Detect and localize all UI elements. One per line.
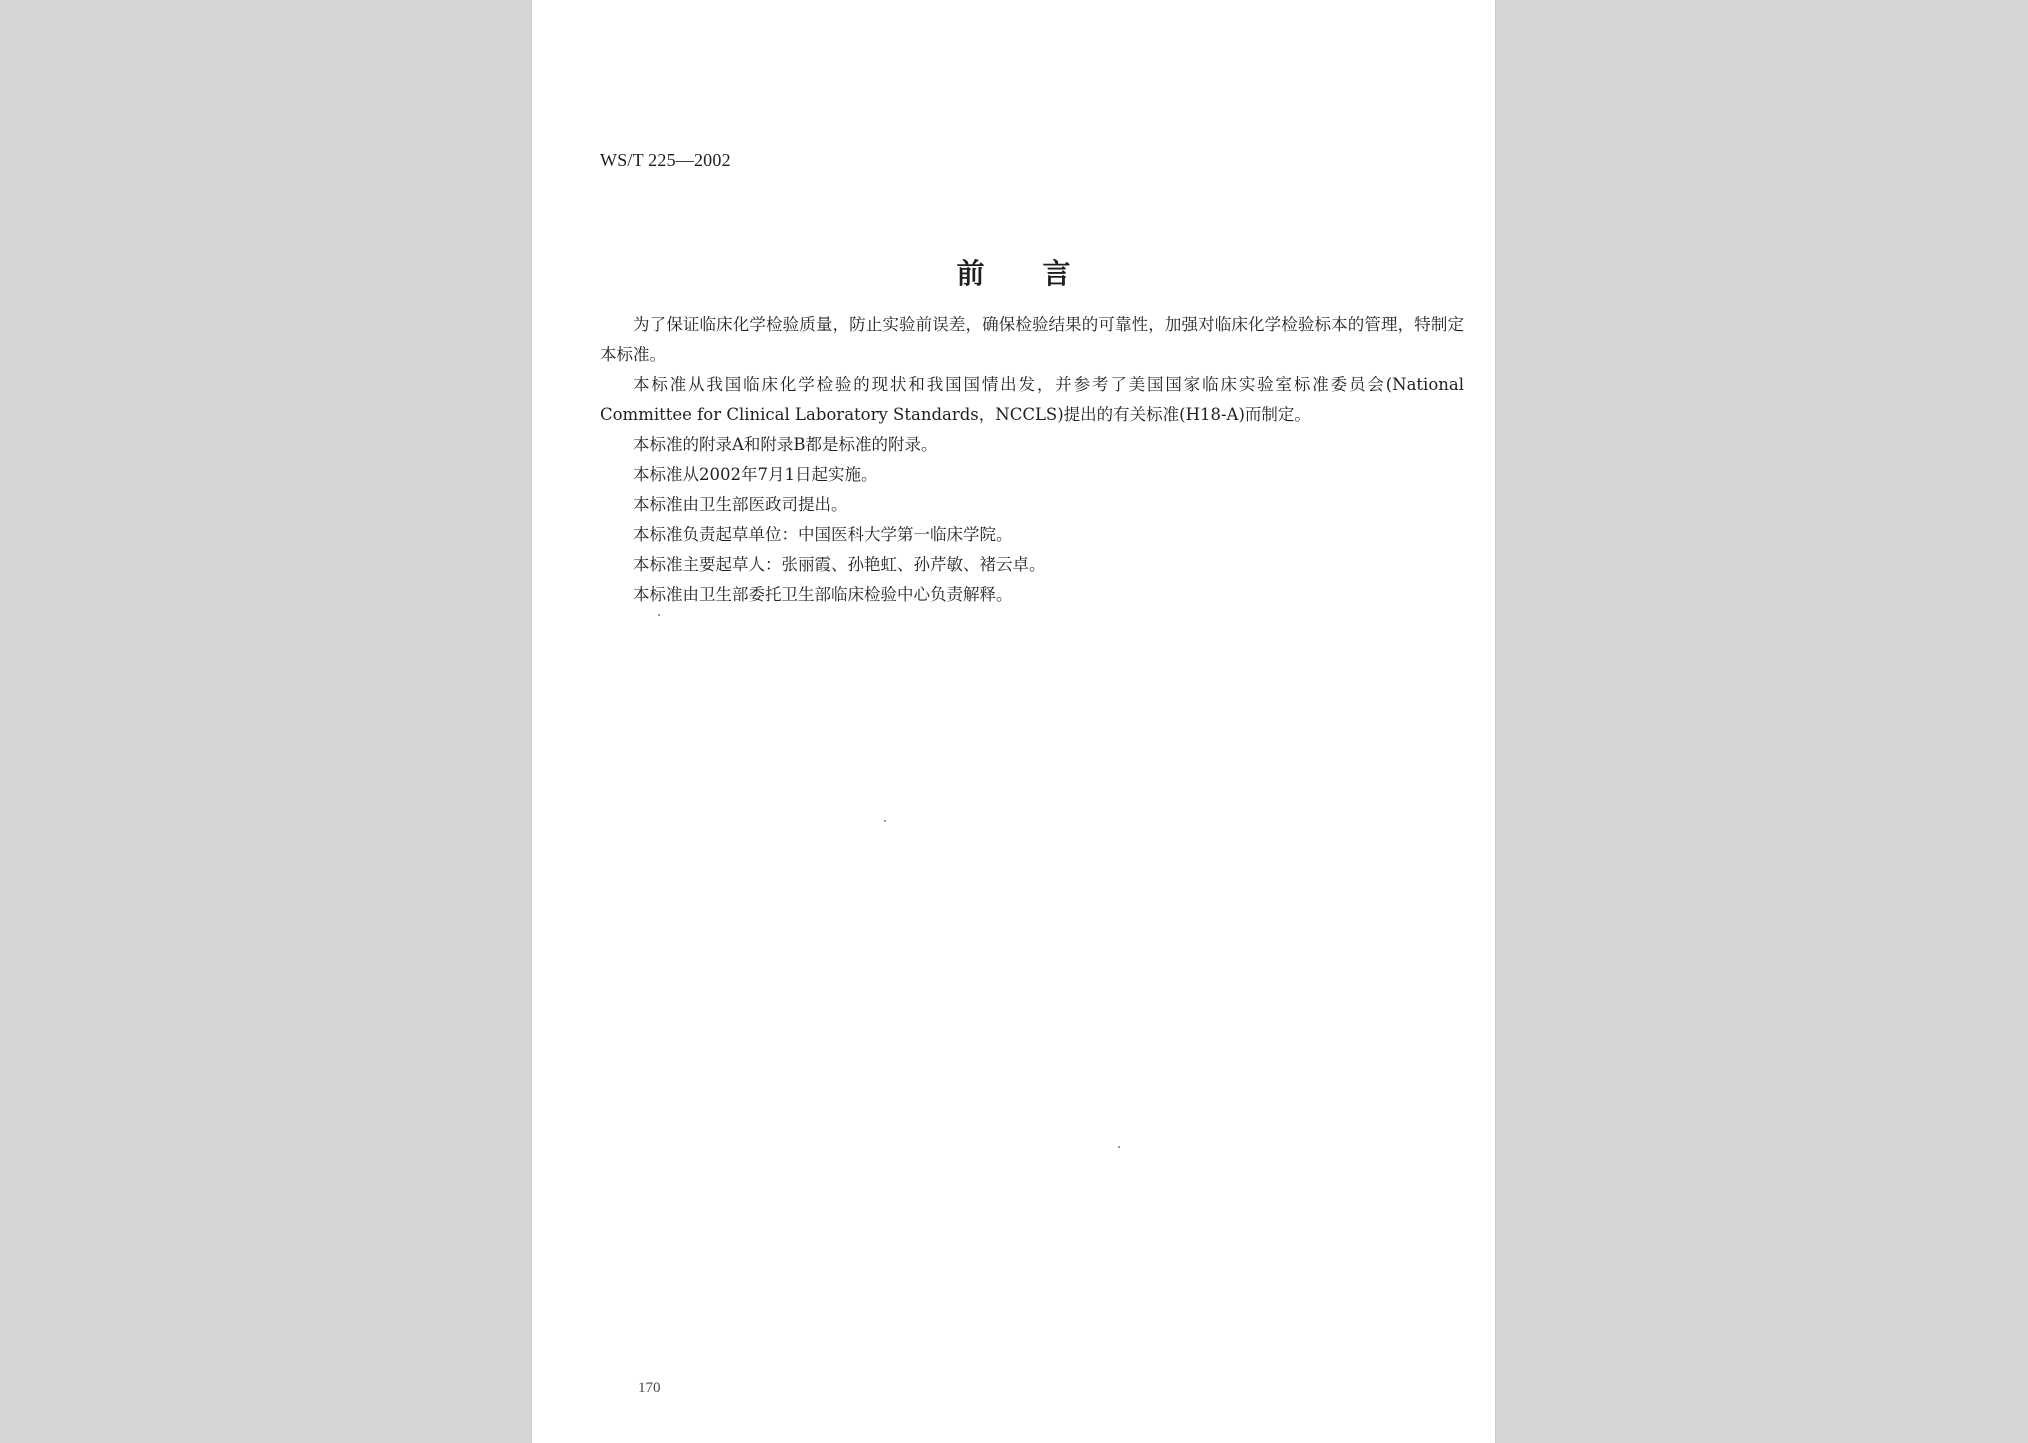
paragraph-effective-date: 本标准从2002年7月1日起实施。: [633, 465, 878, 484]
paragraph-appendix: 本标准的附录A和附录B都是标准的附录。: [633, 435, 938, 454]
paragraph-proposer: 本标准由卫生部医政司提出。: [633, 495, 848, 514]
page-title: 前言: [956, 257, 1129, 290]
standard-code: WS/T 225—2002: [600, 150, 731, 170]
foreword-body: [600, 310, 1464, 610]
paragraph-purpose: 为了保证临床化学检验质量，防止实验前误差，确保检验结果的可靠性，加强对临床化学检验标本的管理，特制定本标准。: [600, 315, 1464, 364]
paragraph-drafting-unit: 本标准负责起草单位：中国医科大学第一临床学院。: [633, 525, 1013, 544]
document-page: [532, 0, 1495, 1443]
scan-speck: [1118, 1146, 1120, 1148]
paragraph-interpretation: 本标准由卫生部委托卫生部临床检验中心负责解释。: [633, 585, 1013, 604]
paragraph-drafters: 本标准主要起草人：张丽霞、孙艳虹、孙芹敏、褚云卓。: [633, 555, 1046, 574]
scan-speck: [658, 614, 660, 616]
page-number: 170: [638, 1380, 661, 1396]
paragraph-basis: 本标准从我国临床化学检验的现状和我国国情出发，并参考了美国国家临床实验室标准委员会(National Committee for Clinical Laboratory Standards，NCCLS)提出的有关标准(H18-A)而制定。: [600, 375, 1464, 424]
scan-speck: [884, 820, 886, 822]
